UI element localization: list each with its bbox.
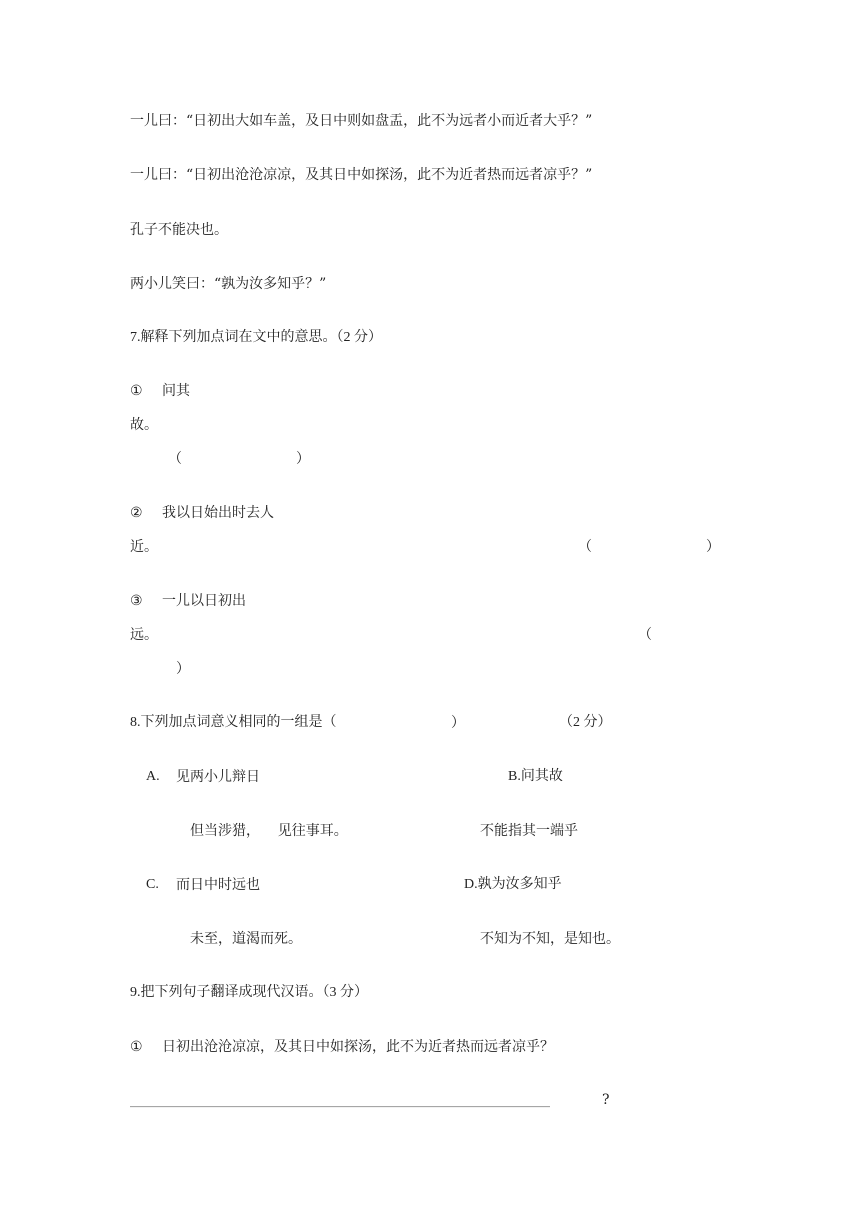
q8-option-c-line-1: 而日中时远也	[176, 877, 260, 893]
q8-option-b-line-2: 不能指其一端乎	[480, 823, 578, 839]
question-8-score: （2 分）	[559, 715, 612, 730]
q7-item-1-paren-close: ）	[296, 451, 310, 467]
q7-item-1-cont: 故。	[130, 417, 158, 433]
passage-line-1: 一儿曰：“日初出大如车盖，及日中则如盘盂，此不为远者小而近者大乎？”	[130, 113, 593, 129]
q7-item-3-text: 一儿以日初出	[162, 593, 246, 609]
q7-item-2-paren-close: ）	[706, 539, 720, 555]
q8-option-c-label: C.	[146, 877, 159, 892]
q9-answer-line[interactable]: ____________________________________________________________	[130, 1092, 550, 1108]
q8-option-c-line-2: 未至，道渴而死。	[190, 931, 302, 947]
q9-item-1-text: 日初出沧沧凉凉，及其日中如探汤，此不为近者热而远者凉乎？	[162, 1039, 554, 1055]
passage-line-2: 一儿曰：“日初出沧沧凉凉，及其日中如探汤，此不为近者热而远者凉乎？”	[130, 167, 593, 183]
q8-option-d-line-2: 不知为不知，是知也。	[480, 931, 620, 947]
q7-item-1-paren-open: （	[168, 451, 182, 467]
question-9-title: 9.把下列句子翻译成现代汉语。（3 分）	[130, 985, 368, 1000]
question-7-title: 7.解释下列加点词在文中的意思。（2 分）	[130, 330, 382, 345]
passage-line-3: 孔子不能决也。	[130, 222, 228, 238]
q7-item-1-marker: ①	[130, 383, 143, 399]
q7-item-3-paren-close: ）	[176, 661, 190, 677]
passage-line-4: 两小儿笑曰：“孰为汝多知乎？”	[130, 276, 327, 292]
q7-item-2-text: 我以日始出时去人	[162, 505, 274, 521]
q8-option-a-label: A.	[146, 769, 160, 784]
q7-item-3-cont: 远。	[130, 627, 158, 643]
question-8-paren-close: ）	[451, 715, 465, 731]
q8-option-b-line-1: B.问其故	[508, 769, 563, 784]
q9-answer-end: ?	[602, 1092, 610, 1108]
q9-item-1-marker: ①	[130, 1039, 143, 1055]
q7-item-3-marker: ③	[130, 593, 143, 609]
question-8-title: 8.下列加点词意义相同的一组是（	[130, 715, 337, 730]
q7-item-2-marker: ②	[130, 505, 143, 521]
q7-item-2-cont: 近。	[130, 539, 158, 555]
q8-option-a-line-1: 见两小儿辩日	[176, 769, 260, 785]
q8-option-d-line-1: D.孰为汝多知乎	[464, 877, 562, 892]
q7-item-1-text: 问其	[162, 383, 190, 399]
q7-item-2-paren-open: （	[578, 539, 592, 555]
q7-item-3-paren-open: （	[638, 627, 652, 643]
q8-option-a-line-2: 但当涉猎， 见往事耳。	[190, 823, 348, 839]
